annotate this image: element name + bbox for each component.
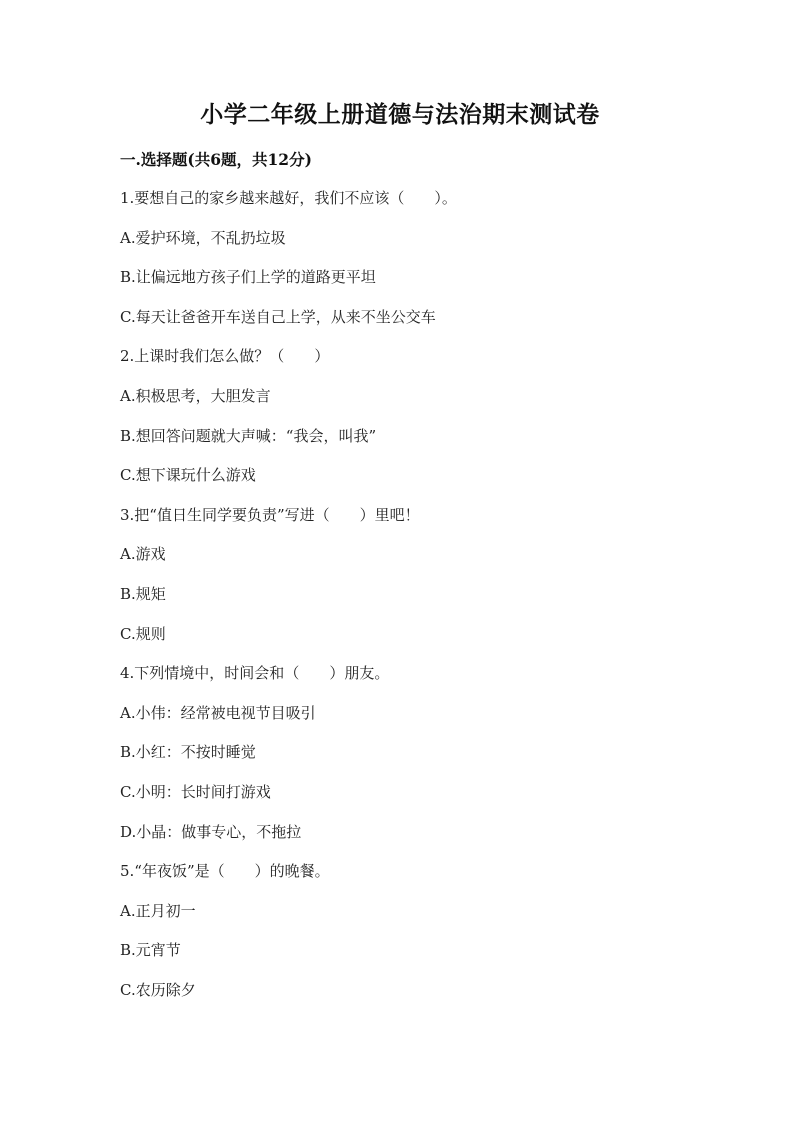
question-option: B.让偏远地方孩子们上学的道路更平坦 (120, 268, 376, 287)
question-stem: 1.要想自己的家乡越来越好，我们不应该（ ）。 (120, 189, 457, 207)
question-option: B.元宵节 (120, 941, 181, 960)
question-option: C.每天让爸爸开车送自己上学，从来不坐公交车 (120, 307, 436, 326)
question-option: A.正月初一 (120, 901, 196, 920)
question-option: D.小晶：做事专心，不拖拉 (120, 822, 302, 841)
question-option: A.游戏 (120, 545, 166, 564)
question-stem: 4.下列情境中，时间会和（ ）朋友。 (120, 664, 390, 683)
question-option: A.小伟：经常被电视节目吸引 (120, 703, 316, 722)
question-option: B.想回答问题就大声喊：“我会，叫我” (120, 426, 377, 445)
question-option: C.农历除夕 (120, 980, 196, 999)
question-stem: 3.把“值日生同学要负责”写进（ ）里吧！ (120, 505, 420, 524)
question-list (120, 188, 720, 1019)
question-stem: 5.“年夜饭”是（ ）的晚餐。 (120, 862, 330, 881)
question-stem: 2.上课时我们怎么做？（ ） (120, 347, 330, 366)
question-option: A.积极思考，大胆发言 (120, 386, 271, 405)
question-option: C.规则 (120, 624, 166, 643)
question-option: B.小红：不按时睡觉 (120, 743, 256, 762)
page-title: 小学二年级上册道德与法治期末测试卷 (200, 101, 600, 128)
question-option: C.想下课玩什么游戏 (120, 466, 256, 485)
question-option: C.小明：长时间打游戏 (120, 782, 271, 801)
section-heading: 一.选择题(共6题，共12分) (120, 150, 312, 169)
question-option: A.爱护环境，不乱扔垃圾 (120, 228, 286, 247)
question-option: B.规矩 (120, 584, 166, 603)
